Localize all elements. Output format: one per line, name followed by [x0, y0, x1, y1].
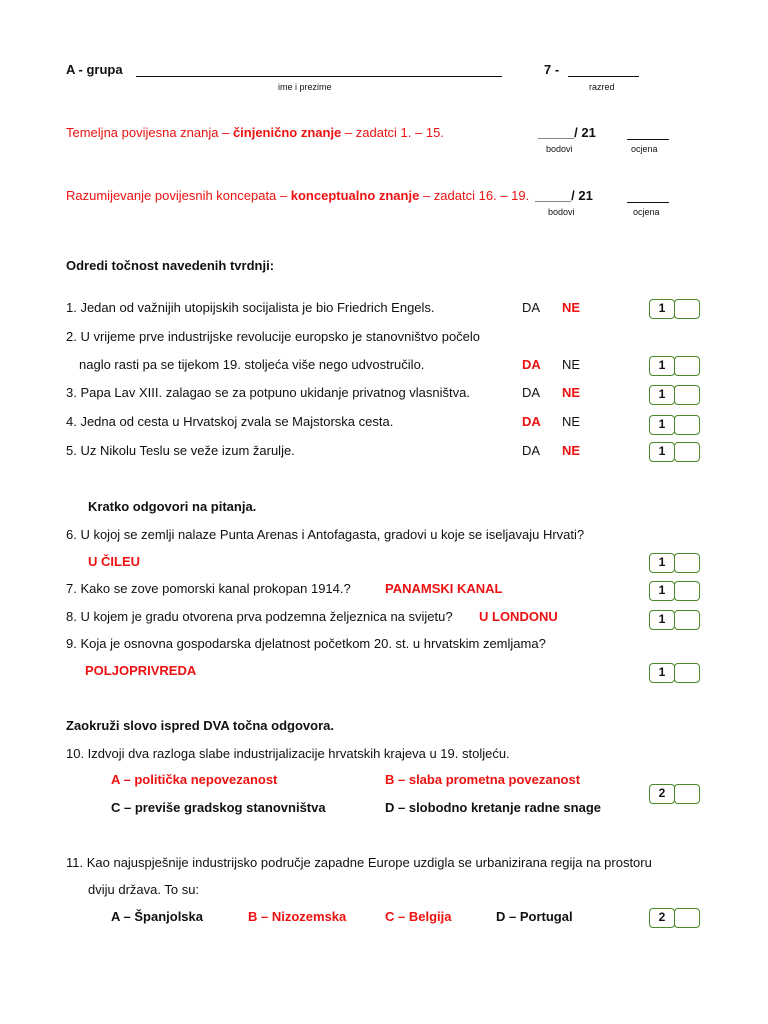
score-box-7 [649, 581, 701, 601]
q10-option-b[interactable]: B – slaba prometna povezanost [385, 772, 581, 787]
score-box-points: 1 [649, 610, 675, 630]
tf-question-1: 1. Jedan od važnijih utopijskih socijalista je bio Friedrich Engels. [66, 300, 435, 315]
score-box-8 [649, 610, 701, 630]
short-answer-7[interactable]: PANAMSKI KANAL [385, 581, 503, 596]
tf-2-ne[interactable]: NE [562, 357, 581, 372]
tf-question-4: 4. Jedna od cesta u Hrvatskoj zvala se Majstorska cesta. [66, 414, 394, 429]
class-field[interactable] [568, 76, 639, 77]
choice-question-10: 10. Izdvoji dva razloga slabe industrijalizacije hrvatskih krajeva u 19. stoljeću. [66, 746, 510, 761]
score-box-blank[interactable] [674, 908, 700, 928]
choice-instruction: Zaokruži slovo ispred DVA točna odgovora. [66, 718, 334, 733]
score-box-blank[interactable] [674, 553, 700, 573]
section2-grade-field[interactable] [627, 202, 669, 203]
name-field[interactable] [136, 76, 502, 77]
q10-option-c[interactable]: C – previše gradskog stanovništva [111, 800, 326, 815]
score-box-2 [649, 356, 701, 376]
tf-4-ne[interactable]: NE [562, 414, 581, 429]
section1-grade-caption: ocjena [631, 144, 658, 154]
choice-question-11-cont: dviju država. To su: [88, 882, 200, 897]
truefalse-instruction: Odredi točnost navedenih tvrdnji: [66, 258, 275, 273]
tf-question-5: 5. Uz Nikolu Teslu se veže izum žarulje. [66, 443, 295, 458]
score-box-1 [649, 299, 701, 319]
score-box-blank[interactable] [674, 442, 700, 462]
section2-points-caption: bodovi [548, 207, 575, 217]
score-box-points: 1 [649, 442, 675, 462]
class-number: 7 - [544, 62, 560, 77]
tf-5-ne[interactable]: NE [562, 443, 581, 458]
section2-grade-caption: ocjena [633, 207, 660, 217]
score-box-10 [649, 784, 701, 804]
class-caption: razred [589, 82, 615, 92]
score-box-9 [649, 663, 701, 683]
score-box-3 [649, 385, 701, 405]
section1-points-caption: bodovi [546, 144, 573, 154]
q11-option-b[interactable]: B – Nizozemska [248, 909, 347, 924]
tf-4-da[interactable]: DA [522, 414, 541, 429]
tf-question-3: 3. Papa Lav XIII. zalagao se za potpuno ukidanje privatnog vlasništva. [66, 385, 470, 400]
score-box-4 [649, 415, 701, 435]
score-box-blank[interactable] [674, 385, 700, 405]
score-box-points: 2 [649, 784, 675, 804]
section1-title: Temeljna povijesna znanja – činjenično znanje – zadatci 1. – 15. [66, 125, 444, 140]
short-answer-6[interactable]: U ČILEU [88, 554, 140, 569]
short-question-8: 8. U kojem je gradu otvorena prva podzemna željeznica na svijetu? [66, 609, 453, 624]
score-box-blank[interactable] [674, 581, 700, 601]
score-box-points: 1 [649, 553, 675, 573]
short-question-7: 7. Kako se zove pomorski kanal prokopan 1914.? [66, 581, 351, 596]
score-box-points: 1 [649, 385, 675, 405]
tf-question-2-cont: naglo rasti pa se tijekom 19. stoljeća više nego udvostručilo. [79, 357, 425, 372]
score-box-points: 1 [649, 581, 675, 601]
score-box-points: 1 [649, 356, 675, 376]
tf-2-da[interactable]: DA [522, 357, 541, 372]
choice-question-11: 11. Kao najuspješnije industrijsko područje zapadne Europe uzdigla se urbanizirana regija na prostoru [66, 855, 652, 870]
short-answer-8[interactable]: U LONDONU [479, 609, 558, 624]
tf-3-ne[interactable]: NE [562, 385, 581, 400]
section2-points: _____/ 21 [535, 188, 593, 203]
q10-option-d[interactable]: D – slobodno kretanje radne snage [385, 800, 601, 815]
section2-title: Razumijevanje povijesnih koncepata – konceptualno znanje – zadatci 16. – 19. [66, 188, 530, 203]
short-question-6: 6. U kojoj se zemlji nalaze Punta Arenas i Antofagasta, gradovi u koje se iseljavaju Hrvati? [66, 527, 585, 542]
group-label: A - grupa [66, 62, 123, 77]
score-box-11 [649, 908, 701, 928]
score-box-blank[interactable] [674, 299, 700, 319]
score-box-blank[interactable] [674, 356, 700, 376]
score-box-points: 2 [649, 908, 675, 928]
score-box-points: 1 [649, 299, 675, 319]
short-answer-9[interactable]: POLJOPRIVREDA [85, 663, 197, 678]
score-box-blank[interactable] [674, 610, 700, 630]
tf-1-da[interactable]: DA [522, 300, 541, 315]
q11-option-d[interactable]: D – Portugal [496, 909, 573, 924]
q11-option-c[interactable]: C – Belgija [385, 909, 452, 924]
section1-points: _____/ 21 [538, 125, 596, 140]
tf-1-ne[interactable]: NE [562, 300, 581, 315]
score-box-blank[interactable] [674, 663, 700, 683]
section1-grade-field[interactable] [627, 139, 669, 140]
score-box-blank[interactable] [674, 784, 700, 804]
short-instruction: Kratko odgovori na pitanja. [88, 499, 257, 514]
tf-3-da[interactable]: DA [522, 385, 541, 400]
score-box-points: 1 [649, 415, 675, 435]
score-box-5 [649, 442, 701, 462]
q10-option-a[interactable]: A – politička nepovezanost [111, 772, 278, 787]
short-question-9: 9. Koja je osnovna gospodarska djelatnost početkom 20. st. u hrvatskim zemljama? [66, 636, 546, 651]
tf-5-da[interactable]: DA [522, 443, 541, 458]
score-box-blank[interactable] [674, 415, 700, 435]
q11-option-a[interactable]: A – Španjolska [111, 909, 203, 924]
tf-question-2: 2. U vrijeme prve industrijske revolucije europsko je stanovništvo počelo [66, 329, 481, 344]
name-caption: ime i prezime [278, 82, 332, 92]
score-box-6 [649, 553, 701, 573]
score-box-points: 1 [649, 663, 675, 683]
